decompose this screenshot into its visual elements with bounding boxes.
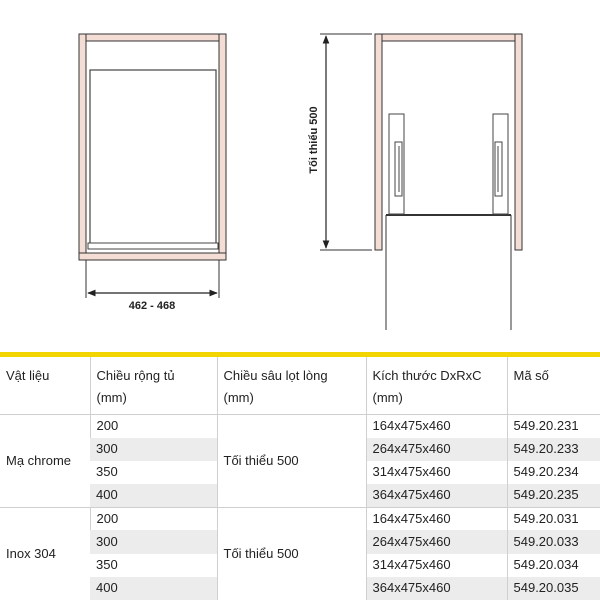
header-inner-depth: Chiều sâu lọt lòng (mm) [217, 355, 366, 415]
size-cell: 314x475x460 [366, 554, 507, 577]
table-row [0, 415, 600, 438]
code-cell: 549.20.033 [507, 530, 600, 553]
width-cell: 350 [96, 557, 118, 573]
size-cell: 364x475x460 [366, 484, 507, 507]
material-cell: Inox 304 [0, 507, 90, 600]
material-cell: Mạ chrome [0, 415, 90, 508]
table-header-row [0, 355, 600, 415]
code-cell: 549.20.035 [507, 577, 600, 600]
header-dimensions: Kích thước DxRxC (mm) [366, 355, 507, 415]
right-slide-rail [493, 114, 508, 214]
basket-base-rail [88, 243, 218, 249]
width-dimension-label: 462 - 468 [128, 300, 176, 312]
size-cell: 164x475x460 [366, 415, 507, 438]
width-cell: 300 [90, 438, 217, 461]
code-cell: 549.20.034 [507, 554, 600, 577]
size-cell: 264x475x460 [366, 530, 507, 553]
left-slide-rail [389, 114, 404, 214]
width-cell: 400 [90, 577, 217, 600]
code-cell: 549.20.233 [507, 438, 600, 461]
size-cell: 264x475x460 [366, 438, 507, 461]
depth-dimension-label: Tối thiểu 500 [308, 106, 320, 174]
width-cell: 400 [90, 484, 217, 507]
table-row [0, 507, 600, 530]
width-cell: 350 [96, 464, 118, 480]
basket-front-panel [90, 70, 216, 246]
code-cell: 549.20.234 [507, 461, 600, 484]
size-cell: 164x475x460 [366, 507, 507, 530]
width-cell: 200 [90, 507, 217, 530]
depth-cell: Tối thiểu 500 [217, 415, 366, 508]
header-cabinet-width: Chiều rộng tủ (mm) [90, 355, 217, 415]
code-cell: 549.20.235 [507, 484, 600, 507]
code-cell: 549.20.031 [507, 507, 600, 530]
side-view [308, 34, 522, 330]
size-cell: 364x475x460 [366, 577, 507, 600]
code-cell: 549.20.231 [507, 415, 600, 438]
depth-cell: Tối thiểu 500 [217, 507, 366, 600]
header-code: Mã số [507, 355, 600, 415]
spec-table [0, 352, 600, 600]
width-cell: 300 [90, 530, 217, 553]
front-view [79, 34, 226, 312]
header-material: Vật liệu [6, 368, 50, 383]
size-cell: 314x475x460 [366, 461, 507, 484]
width-cell: 200 [90, 415, 217, 438]
